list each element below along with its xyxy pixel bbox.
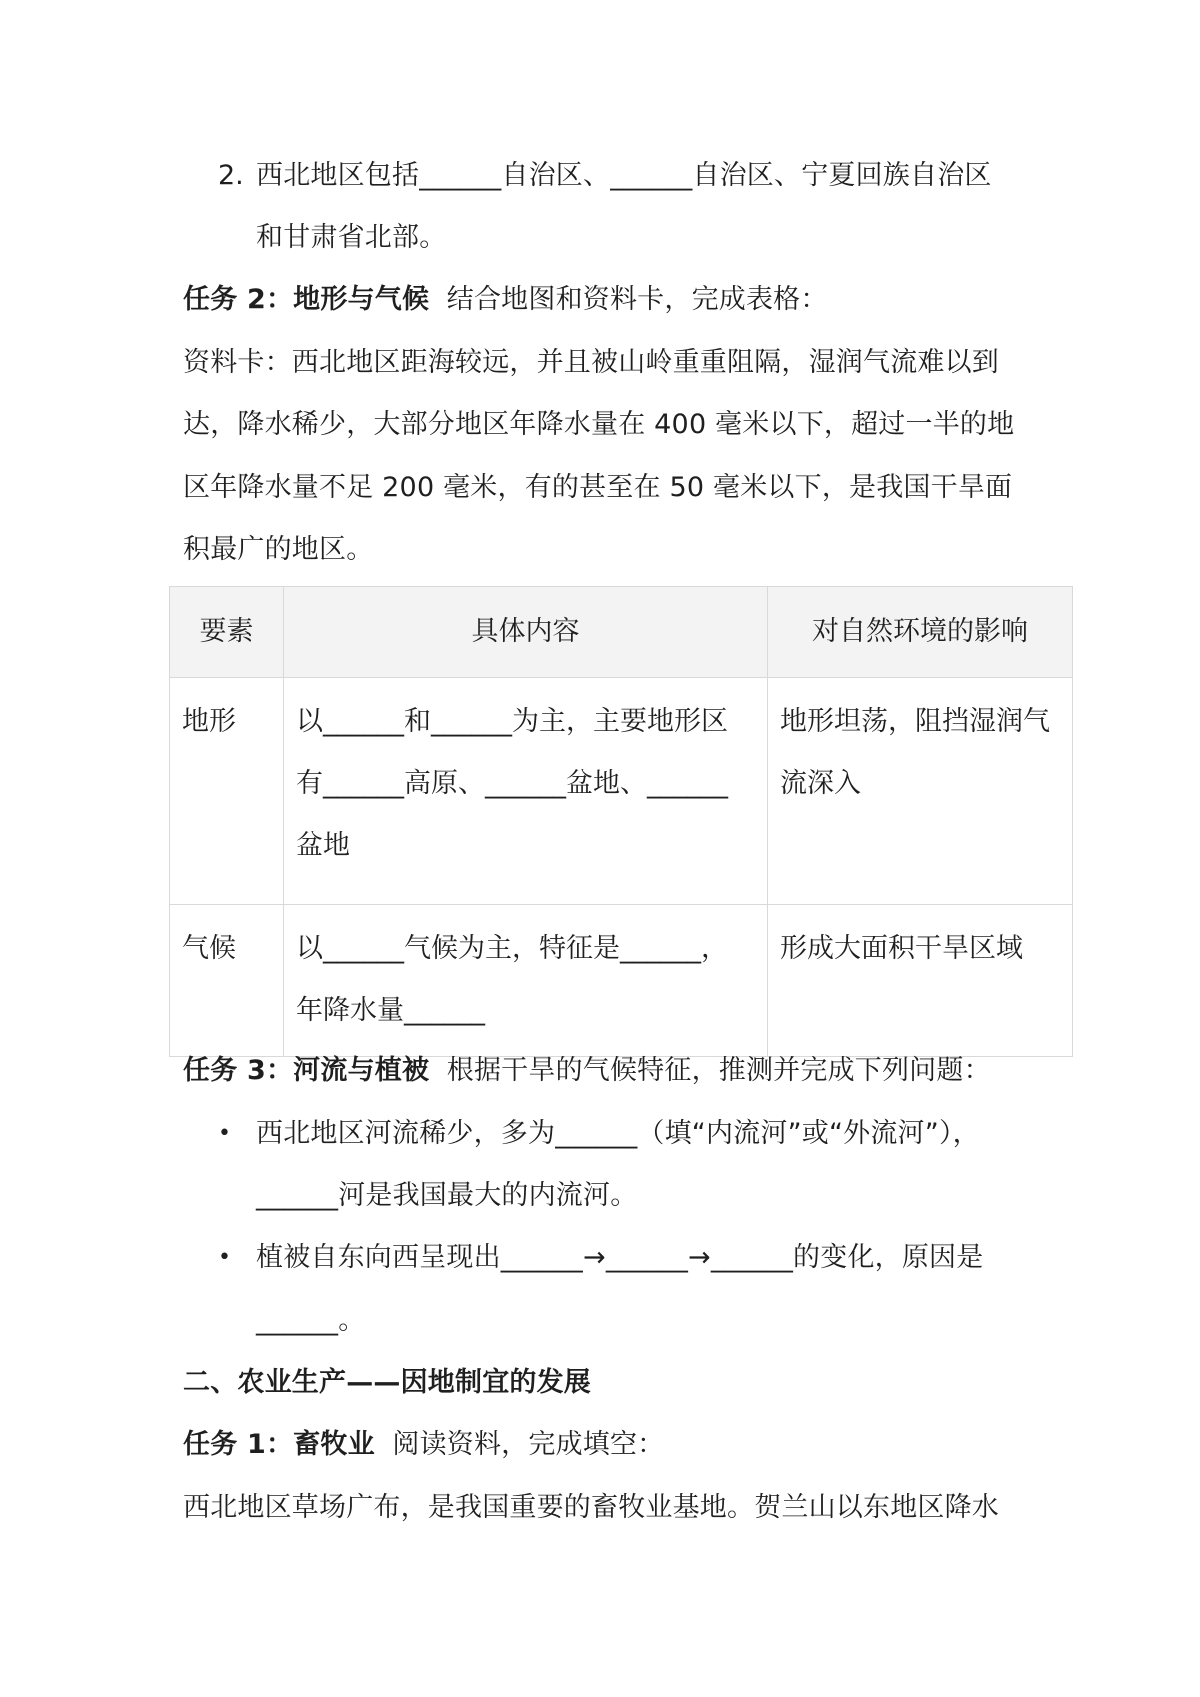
bullet-dot: • [218, 1245, 231, 1270]
list-item-text: 西北地区包括______自治区、______自治区、宁夏回族自治区 [256, 160, 992, 191]
cell-line: 地形坦荡，阻挡湿润气 [780, 706, 1050, 737]
bullet-text: 植被自东向西呈现出______→______→______的变化，原因是 [256, 1242, 984, 1273]
task-line [183, 1427, 664, 1463]
task-title: 任务 1：畜牧业 [183, 1429, 375, 1460]
table-cell: 气候 [170, 905, 284, 1057]
factor-table [169, 586, 1073, 1057]
task-instruction: 阅读资料，完成填空： [392, 1429, 665, 1460]
table-header-cell: 具体内容 [284, 587, 768, 678]
cell-line: 形成大面积干旱区域 [780, 933, 1023, 964]
bullet-text: ______。 [256, 1305, 366, 1336]
table-header-row [170, 587, 1073, 678]
cell-line: 以______气候为主，特征是______， [296, 933, 728, 964]
bullet-text: ______河是我国最大的内流河。 [256, 1180, 638, 1211]
task-line [183, 1053, 991, 1089]
table-header-cell: 要素 [170, 587, 284, 678]
cell-line: 以______和______为主，主要地形区 [296, 706, 728, 737]
table-header-cell: 对自然环境的影响 [768, 587, 1073, 678]
table-cell [284, 905, 768, 1057]
list-item-text: 和甘肃省北部。 [256, 222, 447, 253]
info-card-line: 资料卡：西北地区距海较远，并且被山岭重重阻隔，湿润气流难以到 [183, 347, 999, 378]
table-row [170, 905, 1073, 1057]
info-card-line: 区年降水量不足 200 毫米，有的甚至在 50 毫米以下，是我国干旱面 [183, 472, 1013, 503]
info-card-line: 达，降水稀少，大部分地区年降水量在 400 毫米以下，超过一半的地 [183, 409, 1015, 440]
table-cell: 地形 [170, 678, 284, 905]
bullet-text: 西北地区河流稀少，多为______（填“内流河”或“外流河”）， [256, 1118, 980, 1149]
paragraph-line: 西北地区草场广布，是我国重要的畜牧业基地。贺兰山以东地区降水 [183, 1492, 999, 1523]
cell-line: 年降水量______ [296, 995, 485, 1026]
task-instruction: 结合地图和资料卡，完成表格： [446, 284, 828, 315]
info-card-line: 积最广的地区。 [183, 534, 374, 565]
table-row [170, 678, 1073, 905]
bullet-dot: • [218, 1121, 231, 1146]
cell-line: 盆地 [296, 830, 350, 861]
task-title: 任务 3：河流与植被 [183, 1055, 430, 1086]
table-cell [284, 678, 768, 905]
task-line [183, 282, 828, 318]
section-heading: 二、农业生产——因地制宜的发展 [183, 1367, 591, 1398]
task-instruction: 根据干旱的气候特征，推测并完成下列问题： [446, 1055, 991, 1086]
table-cell [768, 678, 1073, 905]
table-cell [768, 905, 1073, 1057]
cell-line: 流深入 [780, 768, 861, 799]
task-title: 任务 2：地形与气候 [183, 284, 430, 315]
list-number: 2. [218, 160, 244, 191]
cell-line: 有______高原、______盆地、______ [296, 768, 728, 799]
